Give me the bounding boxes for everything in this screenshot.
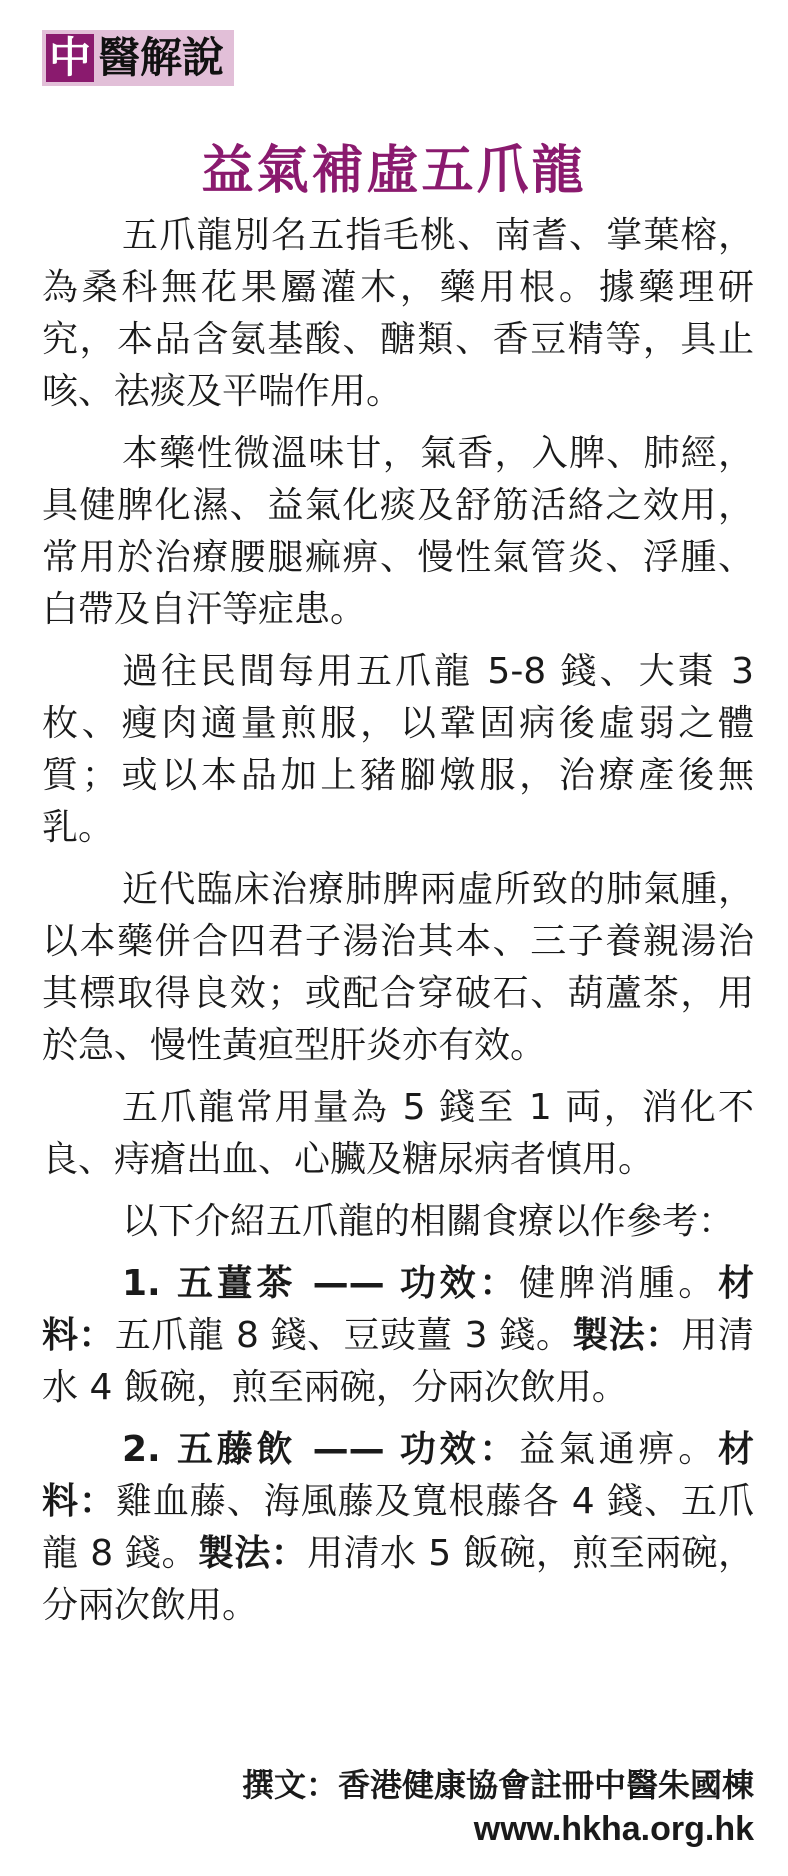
recipe-effect: 益氣通痹。 [519, 1429, 718, 1470]
recipe-item [42, 1258, 754, 1414]
column-header [42, 30, 234, 86]
recipe-effect-label: 功效： [399, 1263, 520, 1304]
author-byline: 撰文：香港健康協會註冊中醫朱國棟 [241, 1766, 754, 1804]
paragraph: 過往民間每用五爪龍 5-8 錢、大棗 3 枚、瘦肉適量煎服，以鞏固病後虛弱之體質；或以本品加上豬腳燉服，治療產後無乳。 [42, 651, 754, 848]
paragraph: 以下介紹五爪龍的相關食療以作參考： [122, 1201, 735, 1242]
article-title: 益氣補虛五爪龍 [201, 140, 587, 201]
column-badge: 中 [46, 34, 94, 82]
recipe-method: 用清水 5 飯碗，煎至兩碗，分兩次飲用。 [42, 1533, 754, 1626]
recipe-materials-label: 材料： [42, 1263, 754, 1356]
recipe-name: 1. 五薑茶 —— [122, 1263, 385, 1304]
recipe-materials: 雞血藤、海風藤及寬根藤各 4 錢、五爪龍 8 錢。 [42, 1481, 754, 1574]
recipe-method-label: 製法： [197, 1533, 308, 1574]
recipe-name: 2. 五藤飲 —— [122, 1429, 385, 1470]
column-name: 醫解說 [98, 33, 225, 82]
article-body [42, 210, 754, 1642]
recipe-method-label: 製法： [572, 1315, 682, 1356]
recipe-materials-label: 材料： [42, 1429, 754, 1522]
recipe-method: 用清水 4 飯碗，煎至兩碗，分兩次飲用。 [42, 1315, 754, 1408]
recipe-effect-label: 功效： [399, 1429, 520, 1470]
recipe-materials: 五爪龍 8 錢、豆豉薑 3 錢。 [114, 1315, 573, 1356]
paragraph: 本藥性微溫味甘，氣香，入脾、肺經，具健脾化濕、益氣化痰及舒筋活絡之效用，常用於治療腰腿痲痹、慢性氣管炎、浮腫、白帶及自汗等症患。 [42, 433, 754, 630]
recipe-effect: 健脾消腫。 [519, 1263, 718, 1304]
paragraph: 近代臨床治療肺脾兩虛所致的肺氣腫，以本藥併合四君子湯治其本、三子養親湯治其標取得良效；或配合穿破石、葫蘆茶，用於急、慢性黃疸型肝炎亦有效。 [42, 869, 754, 1066]
paragraph: 五爪龍常用量為 5 錢至 1 両，消化不良、痔瘡出血、心臟及糖尿病者慎用。 [42, 1087, 754, 1180]
website-link[interactable]: www.hkha.org.hk [473, 1810, 754, 1848]
paragraph: 五爪龍別名五指毛桃、南耆、掌葉榕，為桑科無花果屬灌木，藥用根。據藥理研究，本品含氨基酸、醣類、香豆精等，具止咳、祛痰及平喘作用。 [42, 215, 754, 412]
recipe-item [42, 1424, 754, 1632]
